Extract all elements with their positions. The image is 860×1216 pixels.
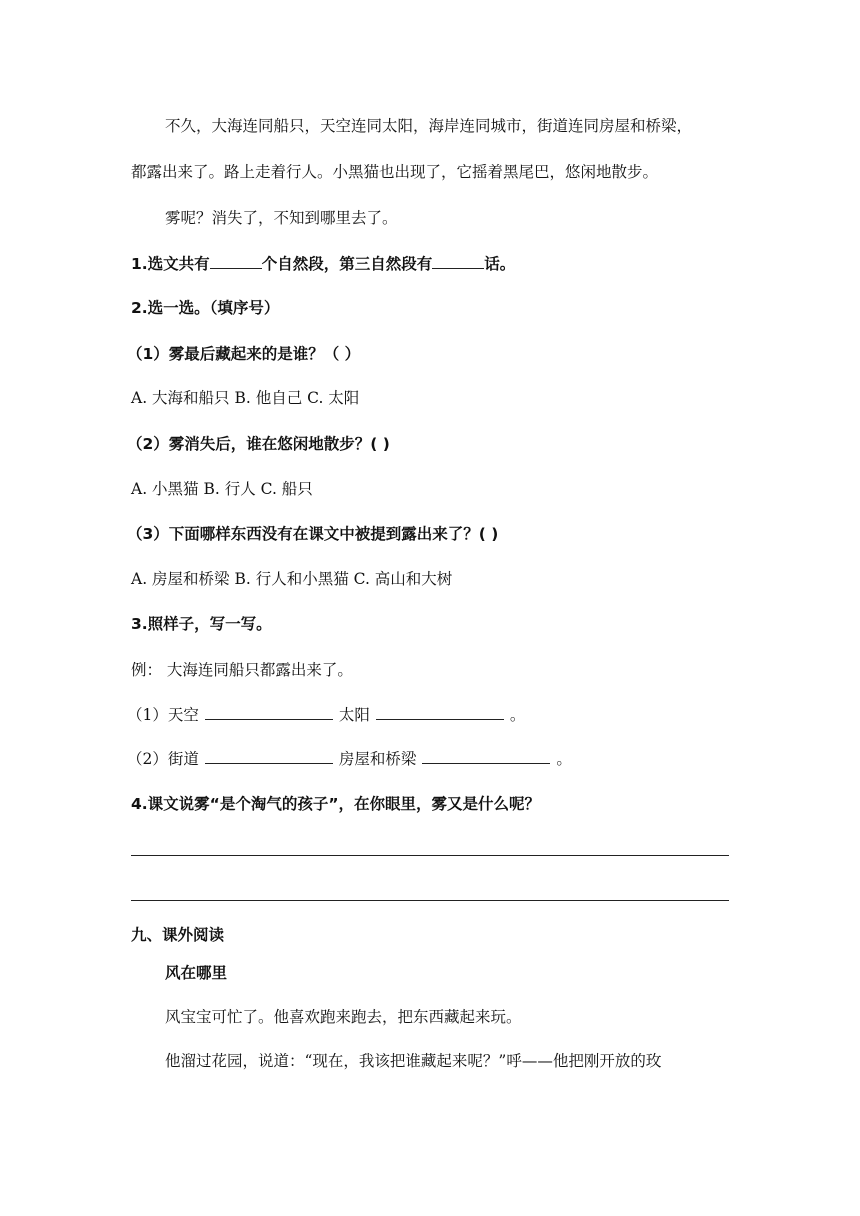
question-3-item-2-end: 。 <box>556 750 572 768</box>
question-1-text-c: 话。 <box>484 255 516 273</box>
question-1-text-a: 1.选文共有 <box>131 255 210 273</box>
question-2-sub-3: （3）下面哪样东西没有在课文中被提到露出来了？( ) <box>127 525 499 543</box>
answer-line-2[interactable] <box>131 900 729 901</box>
passage-line-1: 不久，大海连同船只，天空连同太阳，海岸连同城市，街道连同房屋和桥梁， <box>165 117 693 135</box>
question-3-example: 例： 大海连同船只都露出来了。 <box>131 661 353 679</box>
answer-line-1[interactable] <box>131 855 729 856</box>
question-3-item-2-mid: 房屋和桥梁 <box>338 750 417 768</box>
passage-paragraph-2: 雾呢？消失了，不知到哪里去了。 <box>165 209 398 227</box>
question-3-item-1-end: 。 <box>509 706 526 724</box>
question-3-item-2-label: （2）街道 <box>127 750 199 768</box>
question-3-title: 3.照样子，写一写。 <box>131 615 272 633</box>
question-2-sub-2: （2）雾消失后，谁在悠闲地散步？( ) <box>127 435 390 453</box>
question-1-text-b: 个自然段，第三自然段有 <box>261 255 433 273</box>
passage-line-2: 都露出来了。路上走着行人。小黑猫也出现了，它摇着黑尾巴，悠闲地散步。 <box>131 163 659 181</box>
question-2-sub-1-options: A. 大海和船只 B. 他自己 C. 太阳 <box>131 389 360 407</box>
story-paragraph-2: 他溜过花园，说道：“现在，我该把谁藏起来呢？”呼——他把刚开放的玫 <box>165 1052 662 1070</box>
question-3-item-1-blank-1[interactable] <box>205 705 333 720</box>
question-3-item-2-blank-2[interactable] <box>422 749 550 764</box>
question-1-blank-2[interactable] <box>432 254 484 269</box>
question-3-item-1-blank-2[interactable] <box>376 705 504 720</box>
question-2-sub-2-options: A. 小黑猫 B. 行人 C. 船只 <box>131 480 313 498</box>
question-1-blank-1[interactable] <box>210 254 262 269</box>
question-3-item-1-mid: 太阳 <box>338 706 370 724</box>
question-2-sub-3-options: A. 房屋和桥梁 B. 行人和小黑猫 C. 高山和大树 <box>131 570 453 588</box>
question-3-item-2-blank-1[interactable] <box>205 749 333 764</box>
question-3-item-2 <box>127 748 572 770</box>
section-heading: 九、课外阅读 <box>131 926 225 944</box>
question-2-title: 2.选一选。（填序号） <box>131 299 280 317</box>
story-paragraph-1: 风宝宝可忙了。他喜欢跑来跑去，把东西藏起来玩。 <box>165 1008 522 1026</box>
story-title: 风在哪里 <box>165 964 228 982</box>
question-3-item-1-label: （1）天空 <box>127 706 199 724</box>
question-3-item-1 <box>127 704 525 726</box>
question-2-sub-1: （1）雾最后藏起来的是谁？（ ） <box>127 345 361 363</box>
question-1 <box>131 253 515 275</box>
question-4-title: 4.课文说雾“是个淘气的孩子”，在你眼里，雾又是什么呢？ <box>131 795 541 813</box>
